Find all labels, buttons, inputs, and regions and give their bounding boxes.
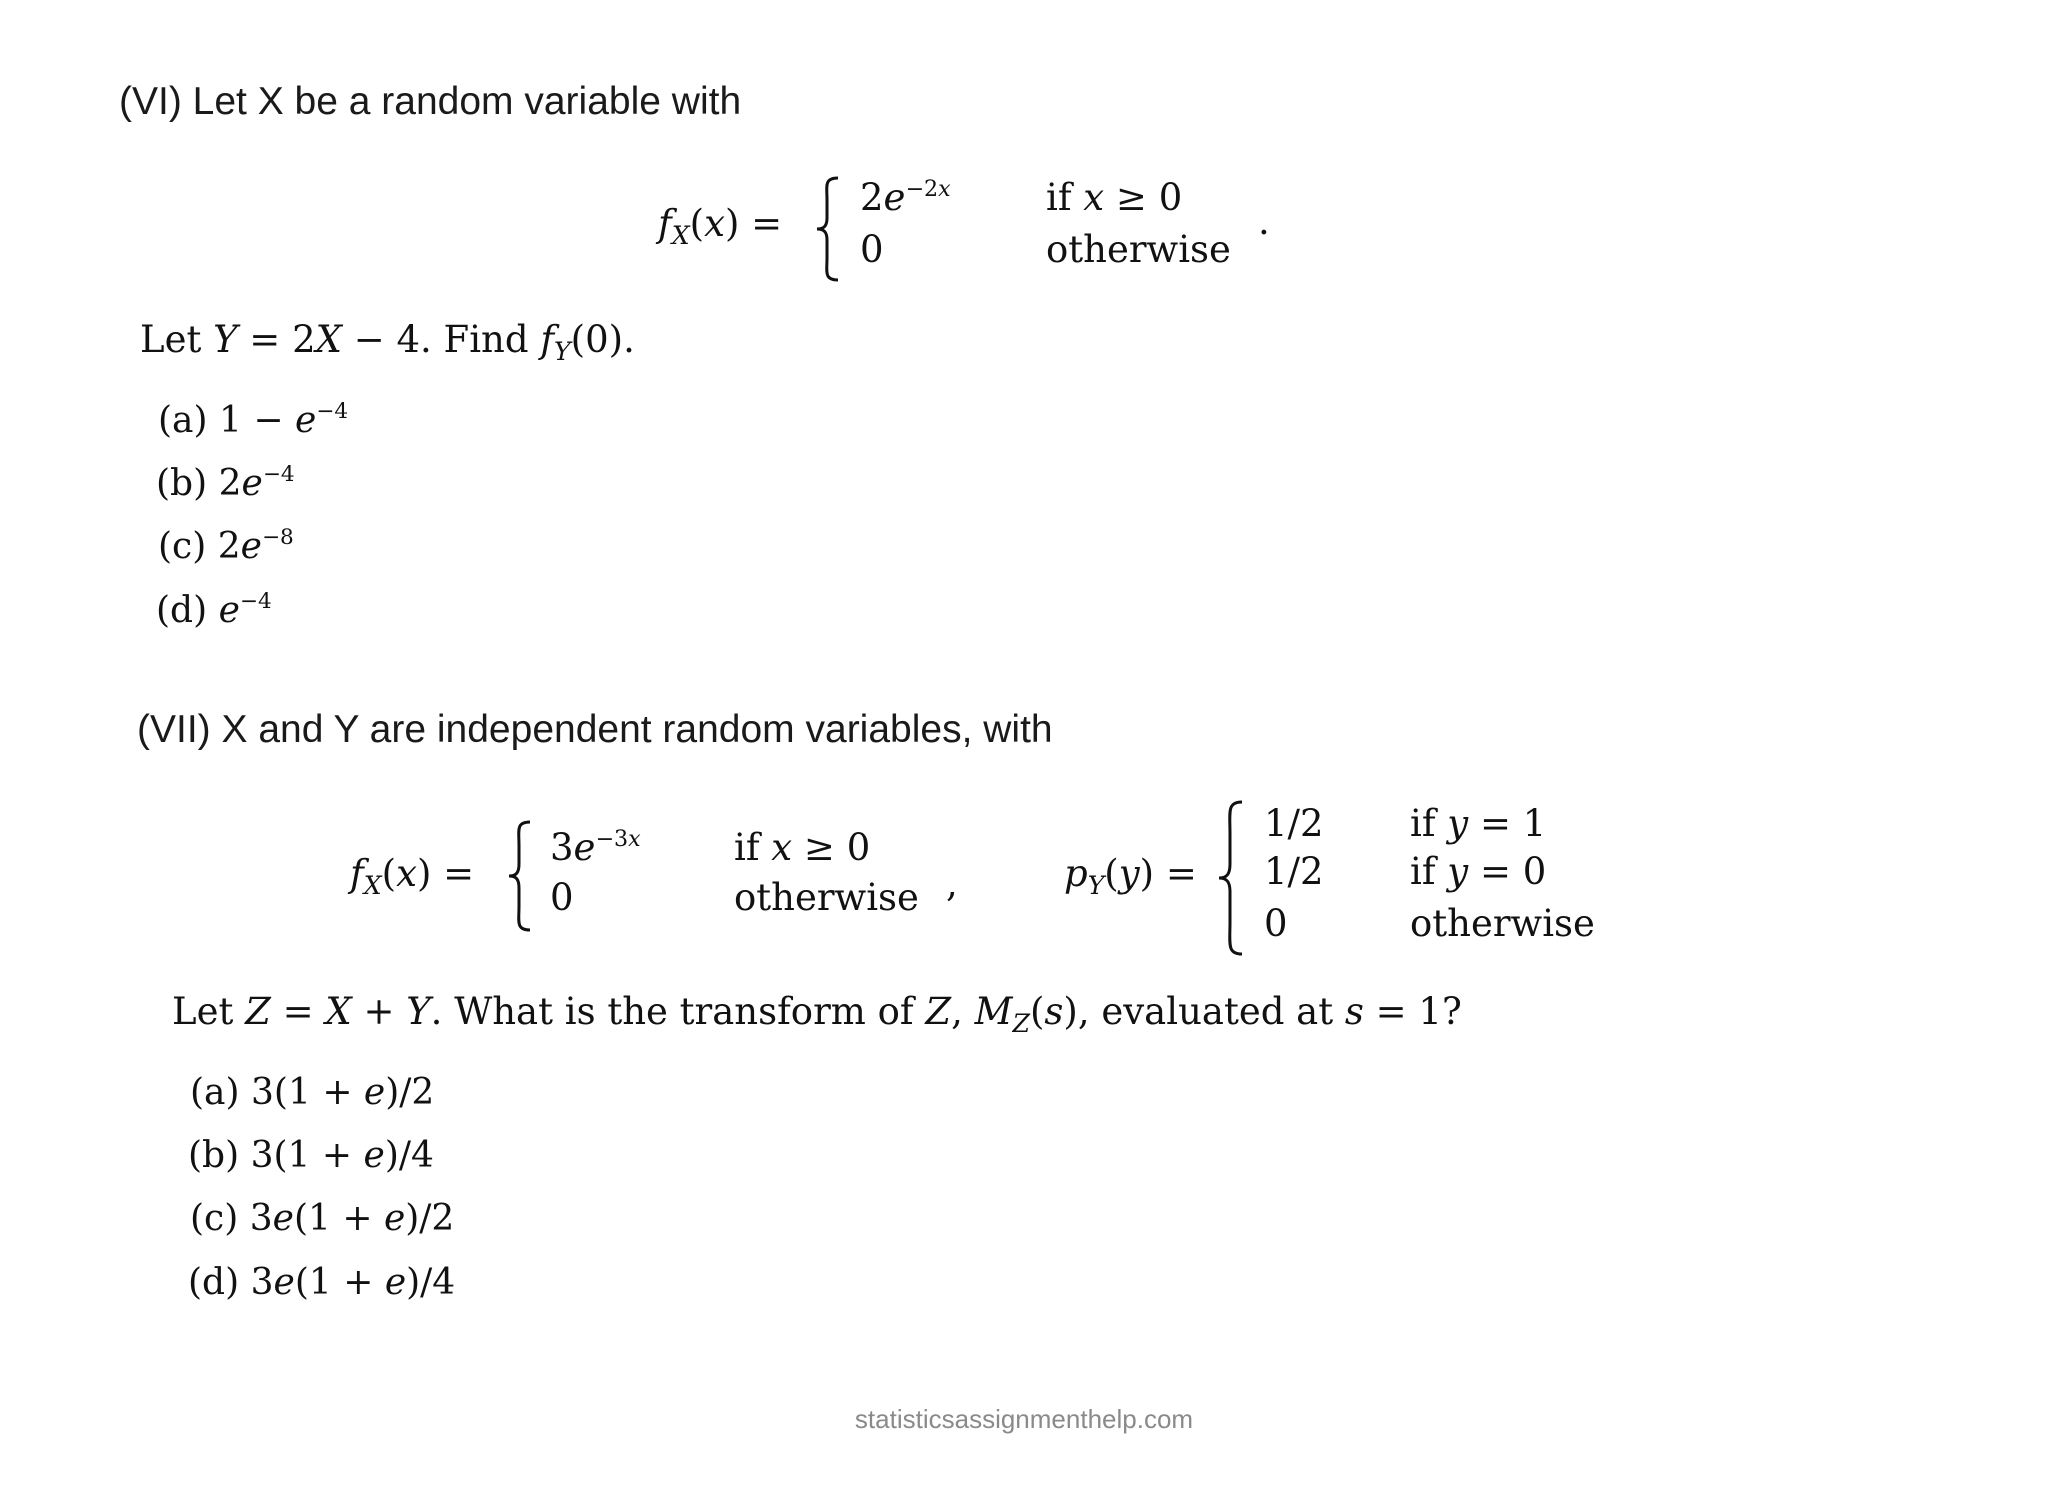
option-label: (d) <box>156 590 208 631</box>
q7-pdfx-case1-value: $3e^{-3x}$ <box>550 825 641 869</box>
option-text: $e^{-4}$ <box>218 588 272 631</box>
option-text: 3e(1 + e)/2 <box>249 1198 455 1239</box>
option-text: 3(1 + e)/2 <box>251 1072 435 1113</box>
q7-pmfy-case1-value: 1/2 <box>1264 802 1324 845</box>
q6-option-d[interactable] <box>156 590 272 631</box>
q6-pdf-case1-value: $2e^{-2x}$ <box>860 175 951 219</box>
q7-option-d[interactable] <box>188 1262 455 1303</box>
q6-pdf-trailing-period: . <box>1258 200 1270 243</box>
q7-pdfx-brace <box>506 820 536 932</box>
q7-option-a[interactable] <box>190 1072 434 1113</box>
q7-pdfx-case1-cond: if x ≥ 0 <box>734 826 871 869</box>
option-label: (b) <box>188 1135 240 1176</box>
q7-pmfy-brace <box>1216 800 1248 956</box>
q6-option-a[interactable] <box>158 400 348 441</box>
q6-option-b[interactable] <box>156 463 295 504</box>
q6-heading: (VI) Let X be a random variable with <box>119 80 742 123</box>
option-label: (d) <box>188 1262 240 1303</box>
q7-pmfy-case1-cond: if y = 1 <box>1410 802 1547 845</box>
q7-option-c[interactable] <box>190 1198 454 1239</box>
q6-pdf-case2-cond: otherwise <box>1046 228 1231 271</box>
q7-pmfy-lhs: $p_Y(y)$ = <box>1064 852 1197 900</box>
q7-option-b[interactable] <box>188 1135 434 1176</box>
q7-pdfx-case2-cond: otherwise <box>734 876 919 919</box>
option-label: (b) <box>156 463 208 504</box>
option-text: 3(1 + e)/4 <box>250 1135 434 1176</box>
option-text: $2e^{-4}$ <box>218 461 295 504</box>
footer-site-url: statisticsassignmenthelp.com <box>854 1404 1194 1434</box>
q7-heading: (VII) X and Y are independent random variables, with <box>137 708 1053 751</box>
q7-statement: Let Z = X + Y. What is the transform of Z, $M_Z(s)$, evaluated at s = 1? <box>172 990 1462 1038</box>
option-text: $1 - e^{-4}$ <box>219 398 349 441</box>
option-text: 3e(1 + e)/4 <box>250 1262 456 1303</box>
option-label: (c) <box>158 526 207 567</box>
q7-pdfx-case2-value: 0 <box>550 876 574 919</box>
option-label: (a) <box>190 1072 240 1113</box>
q7-separator-comma: , <box>946 862 958 905</box>
q6-option-c[interactable] <box>158 526 294 567</box>
q6-pdf-case2-value: 0 <box>860 228 884 271</box>
q6-pdf-brace <box>814 176 844 282</box>
q6-statement: Let Y = 2X − 4. Find $f_Y(0)$. <box>140 318 635 366</box>
q7-pdfx-lhs: $f_X(x)$ = <box>350 852 475 900</box>
option-label: (a) <box>158 400 208 441</box>
q7-pmfy-case2-cond: if y = 0 <box>1410 850 1547 893</box>
q6-pdf-lhs: $f_X(x)$ = <box>658 202 783 250</box>
q7-pmfy-case3-cond: otherwise <box>1410 902 1595 945</box>
q7-pmfy-case3-value: 0 <box>1264 902 1288 945</box>
q6-pdf-case1-cond: if x ≥ 0 <box>1046 176 1183 219</box>
option-label: (c) <box>190 1198 239 1239</box>
option-text: $2e^{-8}$ <box>217 524 294 567</box>
q7-pmfy-case2-value: 1/2 <box>1264 850 1324 893</box>
